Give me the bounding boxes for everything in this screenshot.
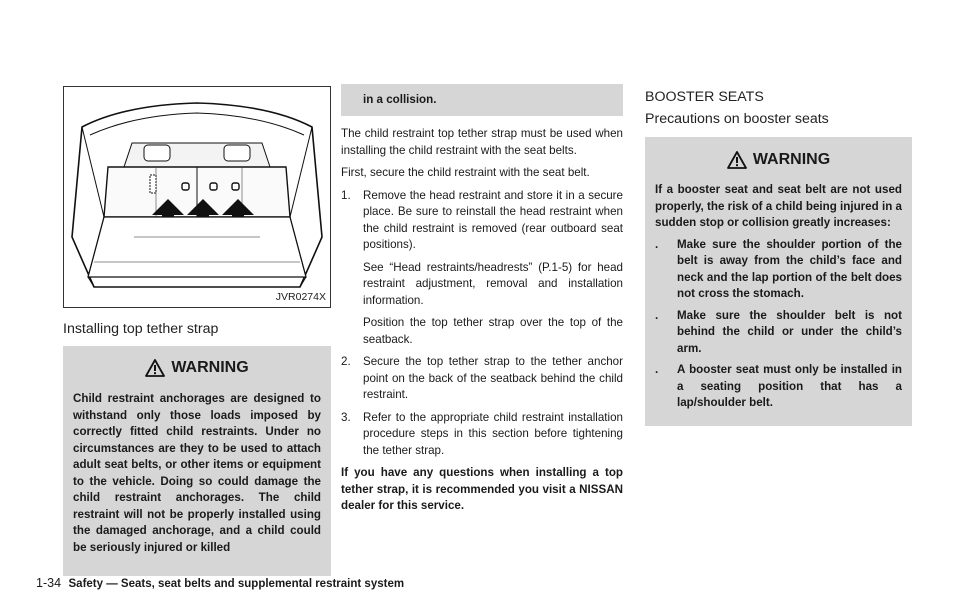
step-3	[341, 410, 623, 460]
warning-box-anchorages	[63, 346, 331, 576]
warning-box-continued	[341, 84, 623, 116]
step-1	[341, 188, 623, 254]
warning-intro: If a booster seat and seat belt are not used properly, the risk of a child being injured in a sudden stop or collision greatly increases:	[655, 183, 902, 229]
cargo-area-illustration	[64, 87, 330, 307]
warning-content	[655, 182, 902, 412]
warning-continued-text: in a collision.	[363, 93, 437, 106]
bullet-text: A booster seat must only be installed in a seating position that has a lap/shoulder belt.	[677, 363, 902, 409]
bullet-dot: .	[655, 308, 659, 322]
step-text: Remove the head restraint and store it in a secure place. Be sure to reinstall the head restraint when the child restraint is removed (rear outboard seat positions).	[363, 188, 623, 251]
installation-steps	[341, 188, 623, 460]
paragraph-dealer-advice: If you have any questions when installing a top tether strap, it is recommended you visit a NISSAN dealer for this service.	[341, 466, 623, 512]
step-2	[341, 354, 623, 404]
step-text: Refer to the appropriate child restraint installation procedure steps in this section before tightening the tether strap.	[363, 410, 623, 457]
page-footer	[36, 576, 404, 590]
paragraph-tether-required: The child restraint top tether strap must be used when installing the child restraint with the seat belts.	[341, 127, 623, 157]
section-heading-top-tether: Installing top tether strap	[63, 321, 219, 337]
warning-title: WARNING	[171, 359, 249, 376]
bullet-text: Make sure the shoulder portion of the belt is away from the child’s face and neck and the lap portion of the belt does not cross the stomach.	[677, 237, 902, 300]
step-number: 2.	[341, 355, 351, 368]
bullet-text: Make sure the shoulder belt is not behind the child or under the child’s arm.	[677, 308, 902, 355]
figure-label: JVR0274X	[275, 291, 326, 303]
warning-header	[645, 151, 912, 169]
step-1-note-position: Position the top tether strap over the top of the seatback.	[363, 316, 623, 346]
warning-header	[63, 359, 331, 377]
step-number: 1.	[341, 188, 351, 202]
section-heading-booster-seats: BOOSTER SEATS	[645, 89, 764, 105]
warning-text: Child restraint anchorages are designed to withstand only those loads imposed by correctly fitted child restraints. Under no circumstances are they to be used to attach adult seat belts, or other items or equipment to the vehicle. Doing so could damage the child restraint anchorages. The child restraint will not be properly installed using the damaged anchorage, and a child could be seriously injured or killed	[73, 392, 321, 554]
figure-cargo-area	[63, 86, 331, 308]
warning-title: WARNING	[752, 151, 831, 168]
warning-bullet	[655, 308, 902, 358]
subheading-booster-precautions: Precautions on booster seats	[645, 111, 829, 127]
bullet-dot: .	[655, 363, 659, 376]
warning-bullet	[655, 237, 902, 303]
step-number: 3.	[341, 410, 351, 424]
warning-triangle-icon	[727, 151, 747, 169]
middle-column-text	[341, 126, 623, 515]
warning-bullet	[655, 362, 902, 412]
step-1-note-headrests: See “Head restraints/headrests” (P.1-5) for head restraint adjustment, removal and installation information.	[363, 260, 623, 307]
warning-box-booster	[645, 137, 912, 426]
step-text: Secure the top tether strap to the tether anchor point on the back of the seatback behind the child restraint.	[363, 355, 623, 401]
footer-section-title: Safety — Seats, seat belts and supplemental restraint system	[68, 578, 405, 590]
warning-triangle-icon	[145, 359, 165, 377]
paragraph-secure-first: First, secure the child restraint with the seat belt.	[341, 166, 590, 179]
bullet-dot: .	[655, 237, 659, 251]
page-number: 1-34	[36, 576, 62, 590]
